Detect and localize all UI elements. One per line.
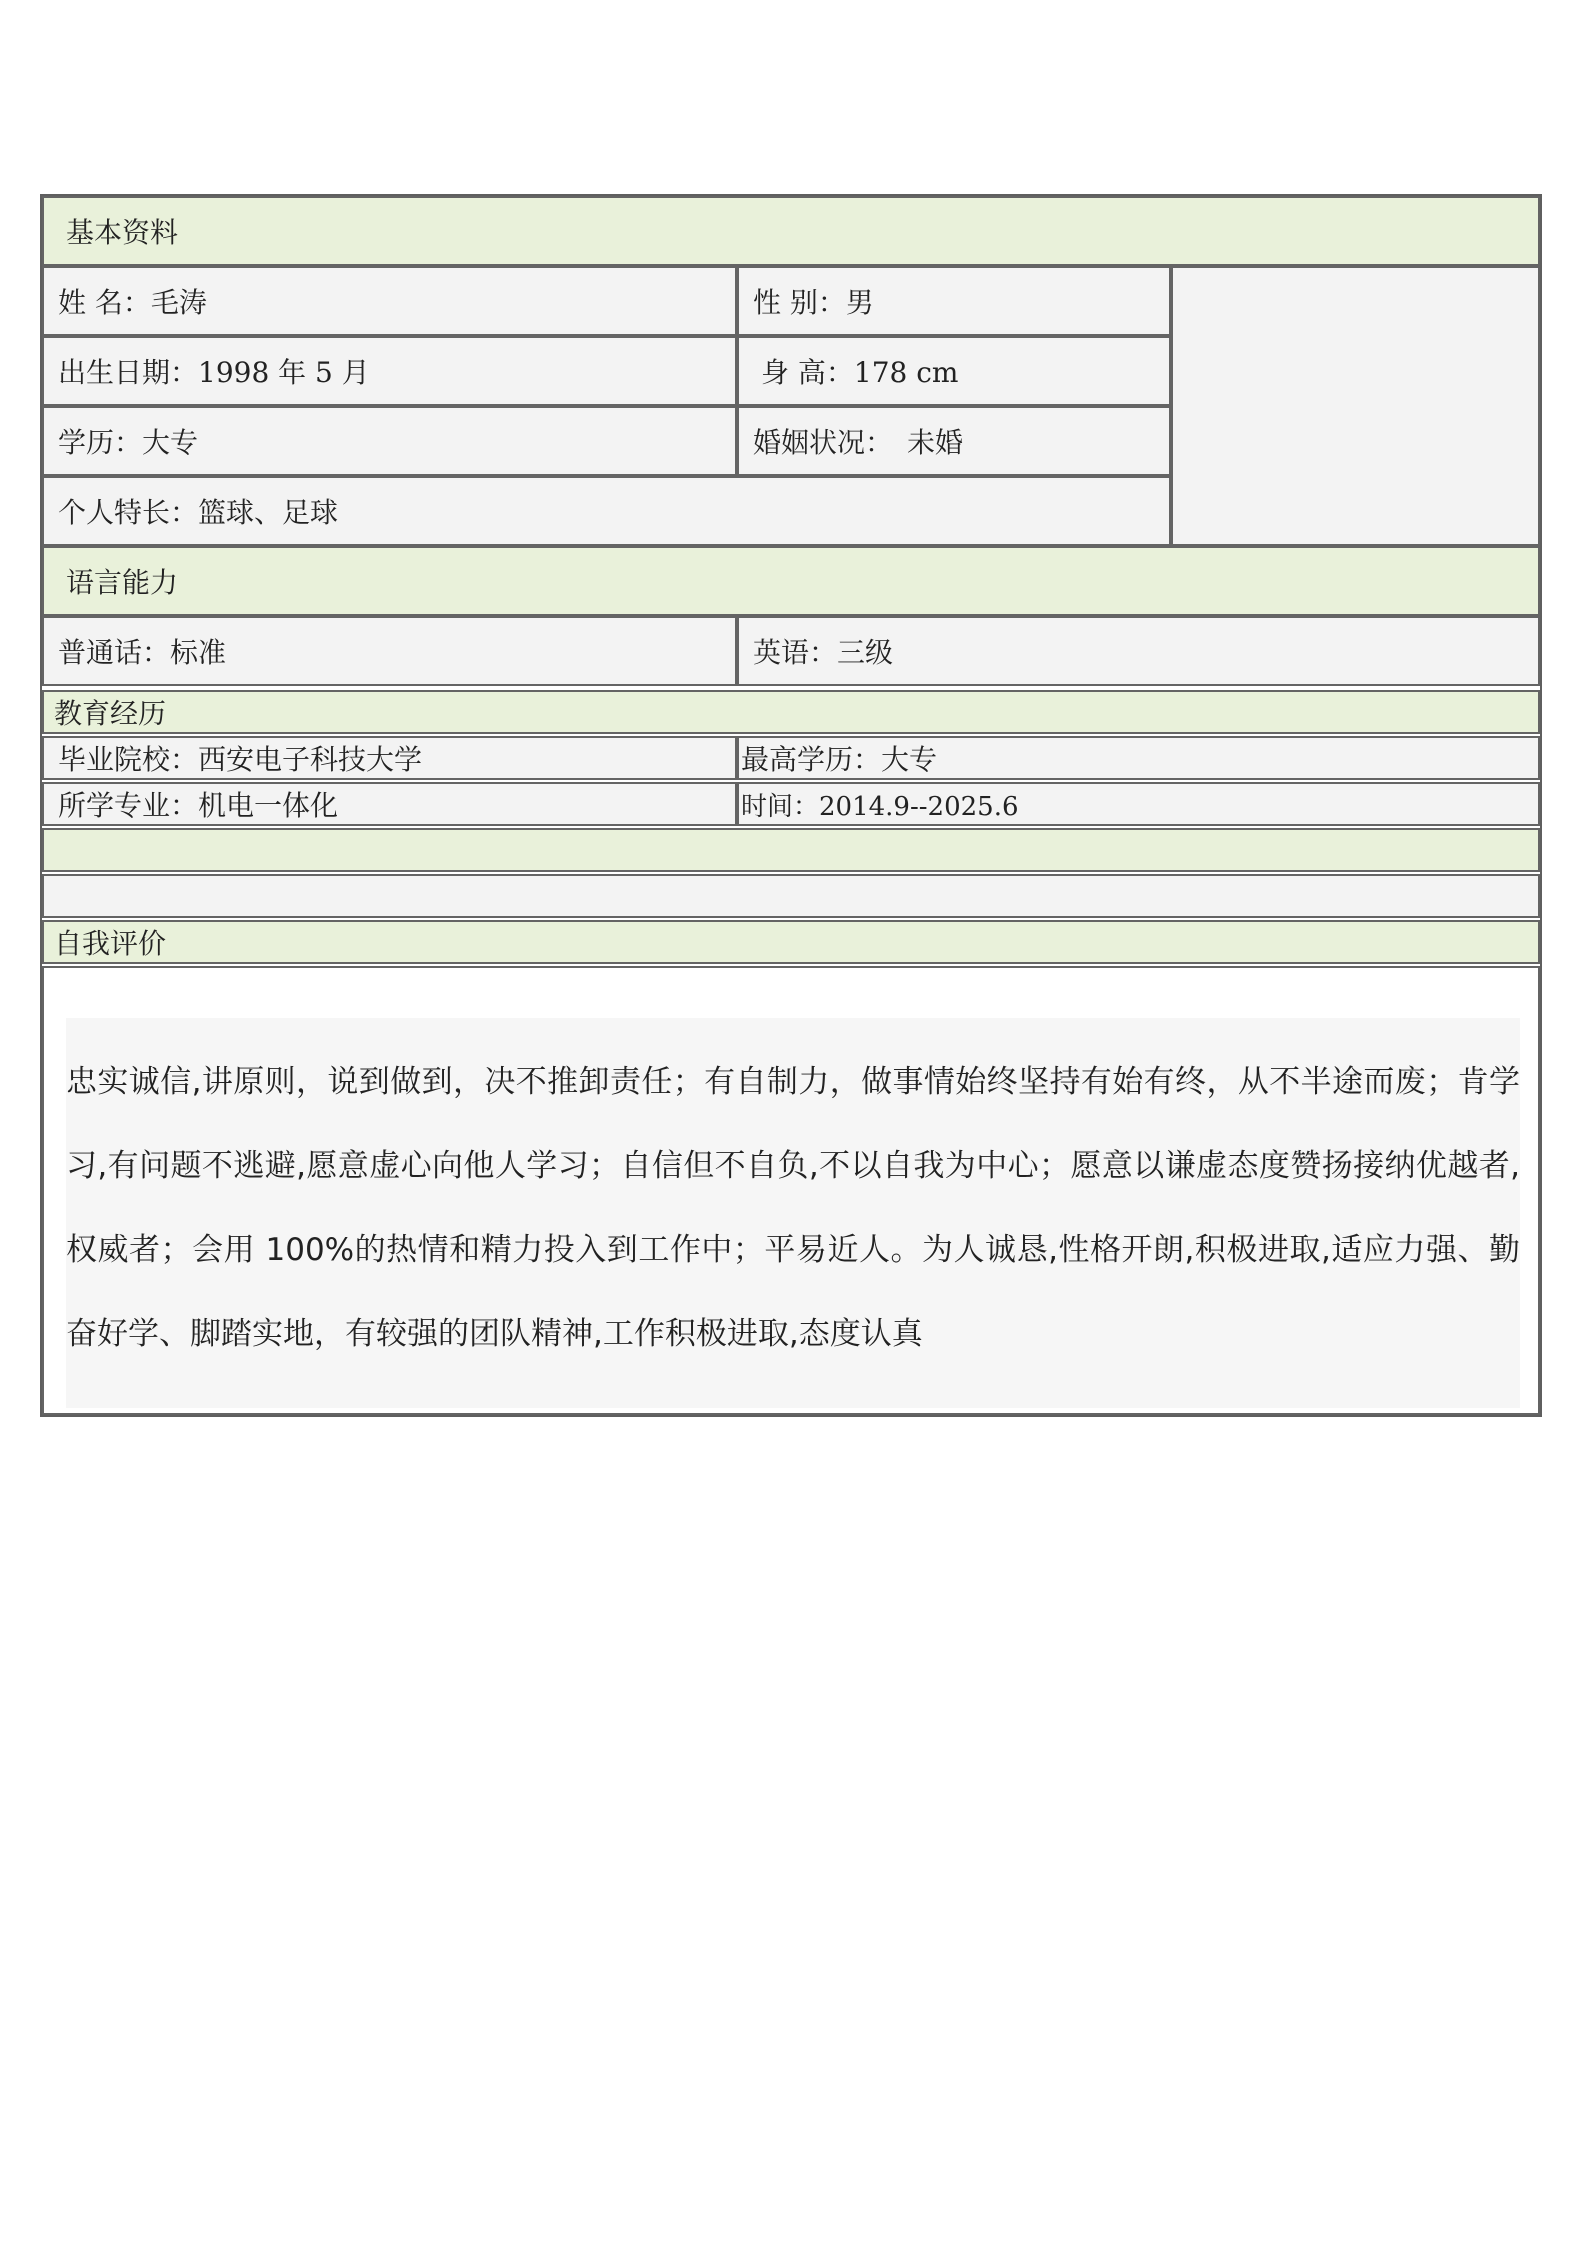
marital-cell xyxy=(737,406,1171,476)
school-text: 毕业院校：西安电子科技大学 xyxy=(58,743,423,776)
marital-text: 婚姻状况： 未婚 xyxy=(753,426,964,459)
birth-cell xyxy=(42,336,737,406)
section-header-self-eval xyxy=(42,920,1540,964)
education-text: 学历：大专 xyxy=(58,426,199,459)
name-cell xyxy=(42,266,737,336)
section-header-basic xyxy=(42,196,1540,266)
period-cell xyxy=(737,782,1540,826)
height-text: 身 高：178 cm xyxy=(761,356,959,389)
self-eval-text: 忠实诚信,讲原则，说到做到，决不推卸责任；有自制力，做事情始终坚持有始有终，从不半途而废；肯学习,有问题不逃避,愿意虚心向他人学习；自信但不自负,不以自我为中心；愿意以谦虚态度赞扬接纳优越者,权威者；会用 100%的热情和精力投入到工作中；平易近人。为人诚恳,性格开朗,积极进取,适应力强、勤奋好学、脚踏实地，有较强的团队精神,工作积极进取,态度认真 xyxy=(66,1018,1520,1408)
specialty-text: 个人特长：篮球、足球 xyxy=(58,496,339,529)
section-header-language xyxy=(42,546,1540,616)
gender-text: 性 别：男 xyxy=(753,286,874,319)
section-title: 教育经历 xyxy=(54,697,167,730)
empty-content-row xyxy=(42,874,1540,918)
photo-placeholder xyxy=(1171,266,1540,546)
english-text: 英语：三级 xyxy=(753,636,894,669)
degree-text: 最高学历：大专 xyxy=(741,743,938,776)
specialty-cell xyxy=(42,476,1171,546)
section-title: 基本资料 xyxy=(66,216,179,249)
empty-header-row xyxy=(42,828,1540,872)
gender-cell xyxy=(737,266,1171,336)
english-cell xyxy=(737,616,1540,686)
education-cell xyxy=(42,406,737,476)
mandarin-text: 普通话：标准 xyxy=(58,636,227,669)
mandarin-cell xyxy=(42,616,737,686)
period-text: 时间：2014.9--2025.6 xyxy=(741,791,1019,822)
section-title: 语言能力 xyxy=(66,566,179,599)
major-text: 所学专业：机电一体化 xyxy=(58,789,339,822)
birth-text: 出生日期：1998 年 5 月 xyxy=(58,356,370,389)
name-text: 姓 名：毛涛 xyxy=(58,286,207,319)
height-cell xyxy=(737,336,1171,406)
major-cell xyxy=(42,782,737,826)
section-header-education xyxy=(42,690,1540,734)
school-cell xyxy=(42,736,737,780)
section-title: 自我评价 xyxy=(54,927,167,960)
resume-table xyxy=(40,194,1542,1417)
degree-cell xyxy=(737,736,1540,780)
